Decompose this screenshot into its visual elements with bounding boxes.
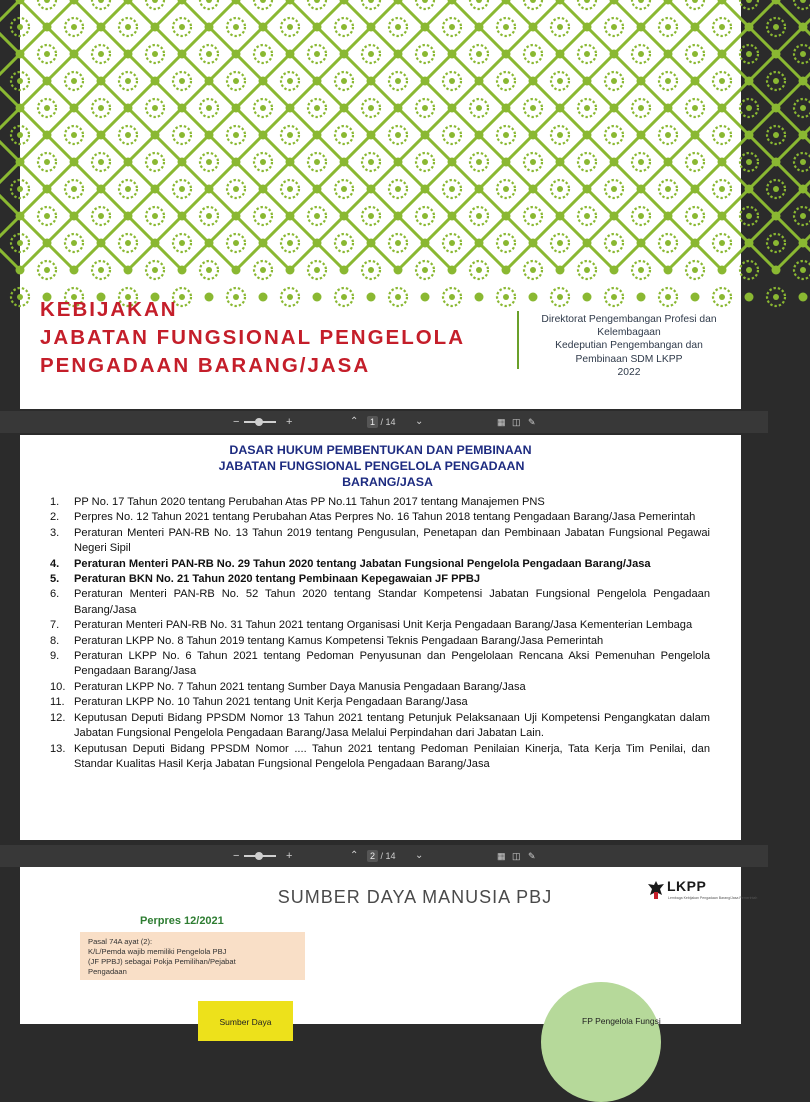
pattern-rosette — [794, 99, 810, 117]
pattern-rosette — [794, 261, 810, 279]
law-item-text: Peraturan Menteri PAN-RB No. 31 Tahun 2021 tentang Organisasi Unit Kerja Pengadaan Barang/Jasa Kementerian Lembaga — [74, 619, 693, 632]
pasal-box — [80, 932, 305, 980]
grid-view-icon[interactable]: ▦ — [497, 417, 506, 427]
legal-basis-list — [50, 495, 710, 772]
fp-circle-label: FP Pengelola Fungsi — [582, 1016, 661, 1026]
pattern-rosette — [605, 288, 623, 306]
pattern-rosette — [11, 288, 29, 306]
pattern-rosette — [794, 45, 810, 63]
law-item-text: PP No. 17 Tahun 2020 tentang Perubahan Atas PP No.11 Tahun 2017 tentang Manajemen PNS — [74, 496, 545, 508]
zoom-slider-handle[interactable] — [255, 852, 263, 860]
garuda-emblem-icon — [646, 879, 666, 901]
pattern-rosette — [740, 99, 758, 117]
law-item-number: 8. — [50, 634, 60, 647]
book-view-icon[interactable]: ◫ — [512, 417, 521, 427]
law-item-number: 11. — [50, 696, 65, 709]
law-item — [50, 572, 710, 587]
law-item-number: 9. — [50, 650, 60, 663]
law-item — [50, 587, 710, 618]
law-item — [50, 695, 710, 710]
annotate-pen-icon[interactable]: ✎ — [528, 851, 536, 861]
law-item-number: 1. — [50, 496, 60, 508]
pattern-rosette — [767, 288, 785, 306]
pasal-line-2: K/L/Pemda wajib memiliki Pengelola PBJ — [88, 947, 227, 956]
org-line-2: Kelembagaan — [597, 327, 661, 339]
zoom-out-button[interactable]: − — [233, 850, 240, 862]
zoom-in-button[interactable]: + — [286, 850, 293, 862]
page-total: / 14 — [380, 417, 396, 427]
zoom-out-button[interactable]: − — [233, 416, 240, 428]
pattern-rosette — [740, 0, 758, 9]
batik-pattern-decoration — [20, 0, 741, 271]
pattern-rosette — [794, 0, 810, 9]
lkpp-logo — [646, 877, 758, 905]
page-total: / 14 — [380, 851, 396, 861]
slide-3 — [20, 867, 758, 1027]
chevron-up-icon[interactable]: ⌃ — [350, 850, 359, 861]
slide-1-title — [40, 296, 465, 380]
pattern-rosette — [767, 180, 785, 198]
book-view-icon[interactable]: ◫ — [512, 851, 521, 861]
fp-circle-shape — [541, 982, 661, 1102]
title-line-2: JABATAN FUNGSIONAL PENGELOLA — [40, 326, 466, 349]
organization-info — [528, 313, 730, 379]
law-item-text: Peraturan Menteri PAN-RB No. 29 Tahun 2020 tentang Jabatan Fungsional Pengelola Pengadaan Barang/Jasa — [74, 557, 651, 570]
org-line-3: Kedeputian Pengembangan dan — [555, 340, 703, 352]
pattern-rosette — [794, 153, 810, 171]
law-item-text: Keputusan Deputi Bidang PPSDM Nomor 13 Tahun 2021 tentang Petunjuk Pelaksanaan Uji Kompetensi Pengangkatan dalam Jabatan Fungsional Pengelola Pengadaan Barang/Jasa Melalui Perpindahan dari Jabatan Lain. — [74, 711, 710, 740]
pattern-rosette — [740, 261, 758, 279]
pattern-rosette — [740, 153, 758, 171]
logo-wordmark: LKPP — [667, 878, 707, 894]
viewer-toolbar-2 — [0, 845, 768, 867]
org-line-1: Direktorat Pengembangan Profesi dan — [541, 314, 717, 325]
slide-2-title-line-2: JABATAN FUNGSIONAL PENGELOLA PENGADAAN — [218, 459, 525, 473]
law-item — [50, 680, 710, 695]
law-item — [50, 618, 710, 633]
sumber-daya-box: Sumber Daya — [198, 1001, 293, 1041]
page-indicator — [367, 845, 396, 867]
law-item-number: 5. — [50, 573, 60, 586]
pattern-rosette — [767, 72, 785, 90]
grid-view-icon[interactable]: ▦ — [497, 851, 506, 861]
law-item-number: 7. — [50, 619, 60, 632]
divider-rule — [517, 311, 519, 369]
pasal-line-3: (JF PPBJ) sebagai Pokja Pemilihan/Pejabat — [88, 957, 236, 966]
slide-3-title: SUMBER DAYA MANUSIA PBJ — [277, 887, 553, 907]
law-item — [50, 510, 710, 525]
perpres-heading: Perpres 12/2021 — [140, 915, 224, 927]
law-item-text: Peraturan LKPP No. 7 Tahun 2021 tentang Sumber Daya Manusia Pengadaan Barang/Jasa — [74, 680, 526, 693]
law-item — [50, 557, 710, 572]
annotate-pen-icon[interactable]: ✎ — [528, 417, 536, 427]
law-item-number: 4. — [50, 557, 60, 570]
law-item-text: Peraturan LKPP No. 6 Tahun 2021 tentang Pedoman Penyusunan dan Pengelolaan Rencana Aksi Pemenuhan Pengelola Pengadaan Barang/Jasa — [74, 650, 710, 678]
org-line-4: Pembinaan SDM LKPP — [575, 353, 683, 365]
slide-2-title — [20, 442, 741, 490]
pattern-rosette — [659, 288, 677, 306]
chevron-up-icon[interactable]: ⌃ — [350, 416, 359, 427]
law-item-text: Peraturan BKN No. 21 Tahun 2020 tentang Pembinaan Kepegawaian JF PPBJ — [74, 573, 481, 586]
law-item — [50, 495, 710, 510]
page-number-input[interactable]: 1 — [367, 416, 378, 428]
pattern-rosette — [497, 288, 515, 306]
law-item-text: Peraturan LKPP No. 10 Tahun 2021 tentang Unit Kerja Pengadaan Barang/Jasa — [74, 696, 468, 709]
org-year: 2022 — [617, 366, 641, 378]
slide-2-title-line-1: DASAR HUKUM PEMBENTUKAN DAN PEMBINAAN — [229, 443, 532, 457]
pasal-line-4: Pengadaan — [88, 967, 127, 976]
chevron-down-icon[interactable]: ⌄ — [415, 850, 424, 861]
pattern-rosette — [740, 207, 758, 225]
title-line-1: KEBIJAKAN — [40, 298, 178, 321]
title-line-3: PENGADAAN BARANG/JASA — [40, 354, 371, 377]
law-item-text: Peraturan Menteri PAN-RB No. 52 Tahun 2020 tentang Standar Kompetensi Jabatan Fungsional Pengelola Pengadaan Barang/Jasa — [74, 588, 710, 616]
pattern-rosette — [551, 288, 569, 306]
law-item — [50, 634, 710, 649]
law-item-text: Perpres No. 12 Tahun 2021 tentang Perubahan Atas Perpres No. 16 Tahun 2018 tentang Pengadaan Barang/Jasa Pemerintah — [74, 511, 696, 524]
law-item — [50, 649, 710, 680]
law-item — [50, 742, 710, 773]
pattern-rosette — [794, 207, 810, 225]
slide-2-title-line-3: BARANG/JASA — [342, 475, 433, 489]
law-item-number: 6. — [50, 588, 60, 601]
page-number-input[interactable]: 2 — [367, 850, 378, 862]
law-item-number: 12. — [50, 711, 66, 724]
pattern-rosette — [767, 234, 785, 252]
slide-1 — [20, 0, 741, 409]
slide-2 — [20, 435, 741, 840]
law-item-text: Keputusan Deputi Bidang PPSDM Nomor .... Tahun 2021 tentang Pedoman Penilaian Kinerja, Tata Kerja Tim Penilai, dan Standar Kualitas Hasil Kerja Jabatan Fungsional Pengelola Pengadaan Barang/Jasa — [74, 742, 710, 770]
law-item-text: Peraturan LKPP No. 8 Tahun 2019 tentang Kamus Kompetensi Teknis Pengadaan Barang/Jasa Pemerintah — [74, 634, 604, 647]
law-item-text: Peraturan Menteri PAN-RB No. 13 Tahun 2019 tentang Pengusulan, Penetapan dan Pembinaan Jabatan Fungsional Pegawai Negeri Sipil — [74, 526, 710, 555]
zoom-in-button[interactable]: + — [286, 416, 293, 428]
law-item-number: 13. — [50, 742, 66, 755]
viewer-toolbar-1 — [0, 411, 768, 433]
law-item-number: 3. — [50, 526, 60, 539]
logo-subtitle: Lembaga Kebijakan Pengadaan Barang/Jasa Pemerintah — [668, 896, 758, 900]
pattern-rosette — [713, 288, 731, 306]
chevron-down-icon[interactable]: ⌄ — [415, 416, 424, 427]
pattern-rosette — [767, 126, 785, 144]
zoom-slider-handle[interactable] — [255, 418, 263, 426]
pattern-rosette — [740, 45, 758, 63]
law-item-number: 10. — [50, 680, 66, 693]
pattern-rosette — [767, 18, 785, 36]
page-indicator — [367, 411, 396, 433]
law-item-number: 2. — [50, 511, 60, 524]
law-item — [50, 526, 710, 557]
pasal-line-1: Pasal 74A ayat (2): — [88, 937, 153, 946]
law-item — [50, 711, 710, 742]
